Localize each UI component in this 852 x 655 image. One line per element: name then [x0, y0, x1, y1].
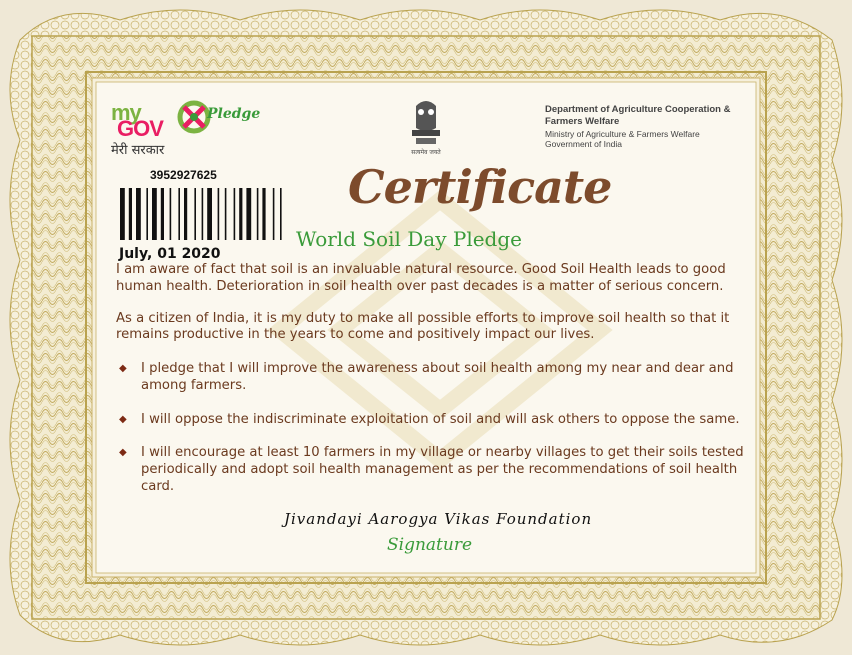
- barcode-bar: [257, 188, 259, 240]
- certificate-id: 3952927625: [150, 168, 217, 182]
- emblem-caption: सत्यमेव जयते: [411, 149, 441, 156]
- barcode-bar: [120, 188, 125, 240]
- pledge-body: [116, 262, 746, 359]
- ministry-name: Ministry of Agriculture & Farmers Welfare: [545, 129, 700, 139]
- barcode: [120, 188, 302, 240]
- diamond-bullet-icon: ◆: [119, 413, 127, 425]
- barcode-bar: [129, 188, 132, 240]
- barcode-bar: [202, 188, 204, 240]
- pledge-item: [116, 445, 746, 495]
- barcode-bar: [194, 188, 196, 240]
- certificate-date: July, 01 2020: [119, 246, 221, 262]
- barcode-bar: [239, 188, 242, 240]
- pledge-logo-text: Pledge: [207, 106, 261, 122]
- barcode-bar: [234, 188, 236, 240]
- body-paragraph-1: I am aware of fact that soil is an invaluable natural resource. Good Soil Health leads to good human health. Deterioration in soil health over past decades is a matter of serious concern.: [116, 262, 726, 294]
- barcode-bar: [136, 188, 141, 240]
- barcode-bar: [184, 188, 187, 240]
- diamond-bullet-icon: ◆: [119, 447, 127, 459]
- body-paragraph-2: As a citizen of India, it is my duty to make all possible efforts to improve soil health so that it remains productive in the years to come and positively impact our lives.: [116, 310, 730, 343]
- barcode-bar: [146, 188, 148, 240]
- certificate-title: Certificate: [348, 160, 612, 214]
- pledge-item-text: I pledge that I will improve the awareness about soil health among my near and dear and among farmers.: [141, 361, 734, 393]
- barcode-bar: [207, 188, 212, 240]
- pledge-badge-icon: [177, 100, 211, 134]
- government-name: Government of India: [545, 139, 623, 149]
- barcode-bar: [280, 188, 282, 240]
- pledge-list: [116, 361, 746, 513]
- barcode-bar: [218, 188, 220, 240]
- barcode-bar: [178, 188, 180, 240]
- certificate-subtitle: World Soil Day Pledge: [296, 227, 522, 251]
- pledge-item-text: I will encourage at least 10 farmers in my village or nearby villages to get their soils tested periodically and adopt soil health management as per the recommendations of soil health card.: [141, 445, 744, 494]
- signature-label: Signature: [387, 535, 473, 555]
- department-title: Department of Agriculture Cooperation & Farmers Welfare: [545, 104, 731, 127]
- barcode-bar: [225, 188, 227, 240]
- barcode-bar: [262, 188, 265, 240]
- department-block: [545, 104, 755, 149]
- logo-hindi-text: मेरी सरकार: [111, 143, 165, 158]
- logo-my-text: my: [111, 100, 141, 125]
- barcode-bar: [170, 188, 172, 240]
- pledge-item: [116, 412, 746, 429]
- logo-gov-text: GOV: [117, 116, 163, 141]
- barcode-bar: [246, 188, 251, 240]
- barcode-bar: [152, 188, 157, 240]
- barcode-bar: [161, 188, 164, 240]
- signatory-name: Jivandayi Aarogya Vikas Foundation: [284, 510, 593, 528]
- mygov-logo: [111, 100, 261, 160]
- pledge-item: [116, 361, 746, 395]
- diamond-bullet-icon: ◆: [119, 363, 127, 374]
- barcode-bar: [273, 188, 275, 240]
- pledge-item-text: I will oppose the indiscriminate exploitation of soil and will ask others to oppose the same.: [141, 411, 740, 427]
